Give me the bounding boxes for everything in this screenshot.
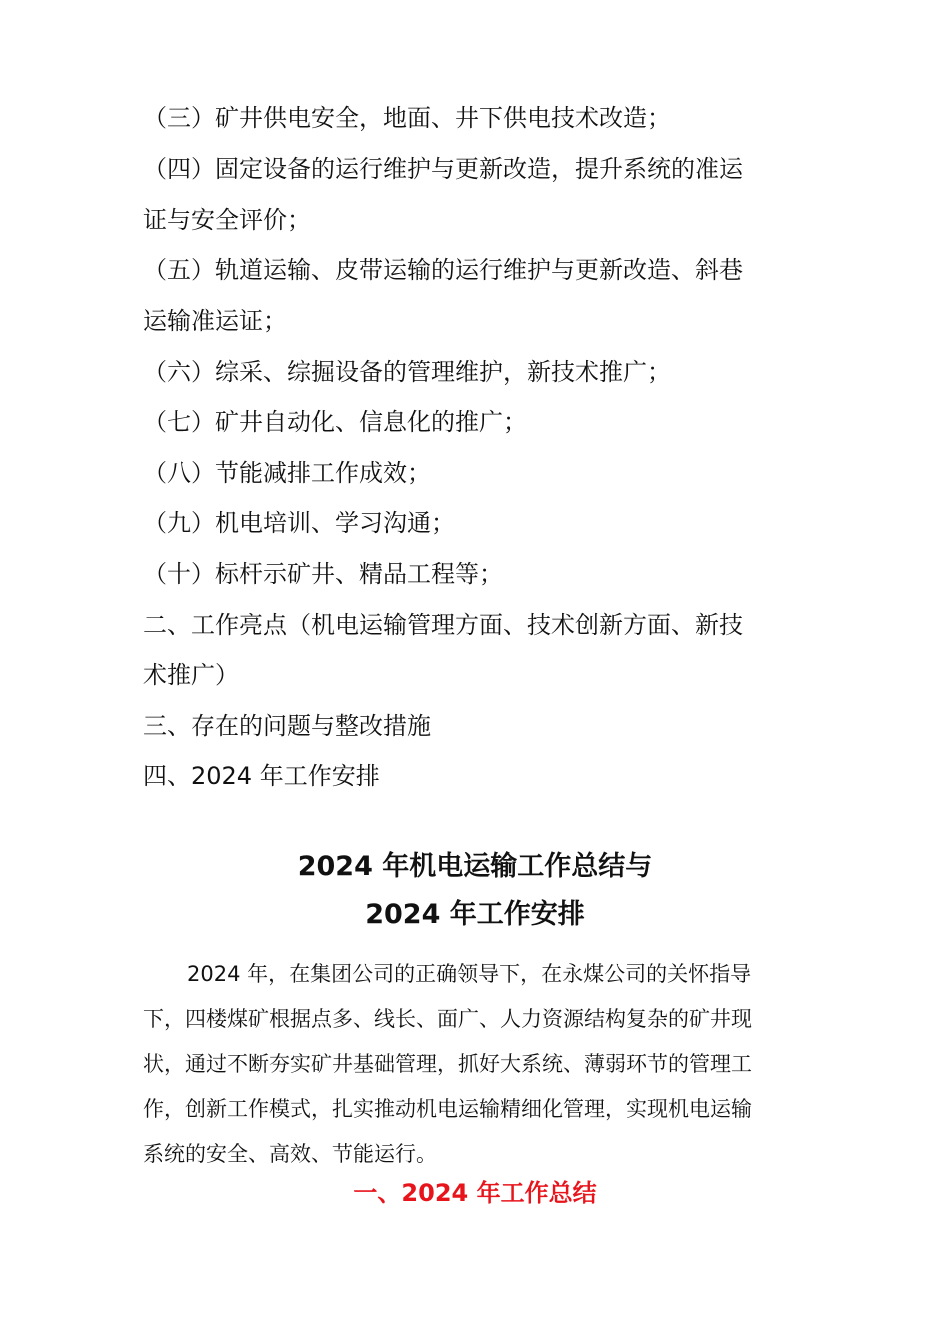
intro-line: 下，四楼煤矿根据点多、线长、面广、人力资源结构复杂的矿井现 (143, 1007, 752, 1031)
outline-item-4-cont: 证与安全评价； (143, 206, 311, 234)
intro-line: 2024 年，在集团公司的正确领导下，在永煤公司的关怀指导 (187, 962, 752, 986)
outline-section-2: 二、工作亮点（机电运输管理方面、技术创新方面、新技 (143, 611, 743, 639)
document-title-line-2: 2024 年工作安排 (365, 899, 585, 930)
outline-item-4: （四）固定设备的运行维护与更新改造，提升系统的准运 (143, 155, 743, 183)
outline-item-6: （六）综采、综掘设备的管理维护，新技术推广； (143, 358, 671, 386)
section-heading-summary: 一、2024 年工作总结 (353, 1179, 597, 1207)
outline-item-3: （三）矿井供电安全，地面、井下供电技术改造； (143, 104, 671, 132)
outline-item-7: （七）矿井自动化、信息化的推广； (143, 408, 527, 436)
outline-item-8: （八）节能减排工作成效； (143, 459, 431, 487)
intro-line: 系统的安全、高效、节能运行。 (143, 1142, 437, 1166)
outline-section-4: 四、2024 年工作安排 (143, 762, 380, 790)
intro-line: 作，创新工作模式，扎实推动机电运输精细化管理，实现机电运输 (143, 1097, 752, 1121)
document-title-line-1: 2024 年机电运输工作总结与 (297, 851, 653, 882)
intro-paragraph (143, 952, 813, 1177)
intro-line: 状，通过不断夯实矿井基础管理，抓好大系统、薄弱环节的管理工 (143, 1052, 752, 1076)
outline-section-2-cont: 术推广） (143, 661, 239, 689)
outline-item-5-cont: 运输准运证； (143, 307, 287, 335)
outline-item-10: （十）标杆示矿井、精品工程等； (143, 560, 503, 588)
outline-item-9: （九）机电培训、学习沟通； (143, 509, 455, 537)
outline-item-5: （五）轨道运输、皮带运输的运行维护与更新改造、斜巷 (143, 256, 743, 284)
outline-section-3: 三、存在的问题与整改措施 (143, 712, 431, 740)
